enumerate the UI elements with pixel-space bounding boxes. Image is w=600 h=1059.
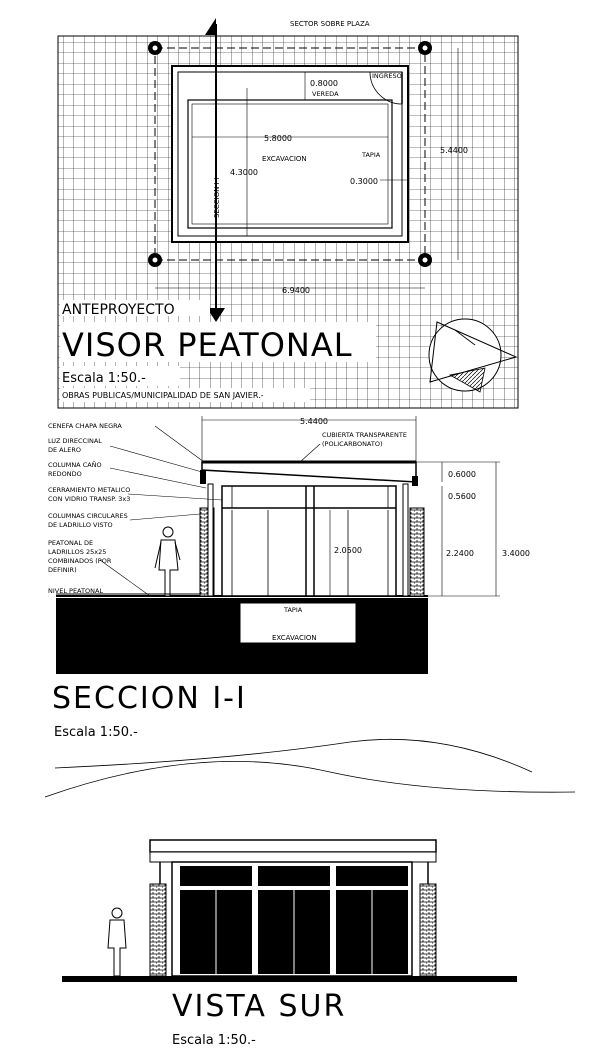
note-ladrillos: LADRILLOS 25x25: [48, 548, 107, 556]
depth-inner-dim: 4.3000: [230, 168, 258, 177]
project-subtitle: ANTEPROYECTO: [62, 302, 175, 318]
dim-06: 0.6000: [448, 470, 476, 479]
roof-note-2: (POLICARBONATO): [322, 440, 383, 448]
section-scale: Escala 1:50.-: [54, 725, 138, 740]
section-top-dim: 5.4400: [300, 417, 328, 426]
section-excavacion: EXCAVACION: [272, 634, 317, 642]
section-title: SECCION I-I: [52, 681, 247, 716]
note-cenefa: CENEFA CHAPA NEGRA: [48, 422, 122, 430]
tapia-dim: 0.3000: [350, 177, 378, 186]
note-columna-cano: COLUMNA CAÑO: [48, 461, 102, 469]
width-inner-dim: 5.8000: [264, 134, 292, 143]
roof-profile: [202, 462, 416, 482]
person-figure-icon: [108, 908, 126, 976]
section-tapia: TAPIA: [284, 606, 303, 614]
excavacion-label: EXCAVACION: [262, 155, 307, 163]
separator-curves: [45, 739, 575, 797]
section-vereda: VEREDA: [368, 598, 395, 606]
note-definir: DEFINIR): [48, 566, 77, 574]
plan-scale: Escala 1:50.-: [62, 371, 146, 386]
dim-205: 2.0500: [334, 546, 362, 555]
ingreso-label: INGRESO: [372, 72, 402, 80]
pipe-column: [403, 484, 408, 596]
elevation-ground: [62, 976, 517, 982]
pipe-column: [208, 484, 213, 596]
office-label: OBRAS PUBLICAS/MUNICIPALIDAD DE SAN JAVIER.-: [62, 391, 264, 400]
dim-224: 2.2400: [446, 549, 474, 558]
section-marker: SECCION I-I: [213, 177, 221, 218]
note-columnas: COLUMNAS CIRCULARES: [48, 512, 128, 520]
brick-column: [410, 508, 424, 596]
elevation-roof: [150, 840, 436, 852]
note-vidrio: CON VIDRIO TRANSP. 3x3: [48, 495, 131, 503]
elevation-labels: [172, 989, 346, 1048]
dim-34: 3.4000: [502, 549, 530, 558]
depth-total-dim: 5.4400: [440, 146, 468, 155]
dim-056: 0.5600: [448, 492, 476, 501]
note-nivel: NIVEL PEATONAL: [48, 587, 104, 595]
sector-label: SECTOR SOBRE PLAZA: [290, 20, 370, 28]
note-combinados: COMBINADOS (POR: [48, 557, 112, 565]
vereda-dim: 0.8000: [310, 79, 338, 88]
tapia-label: TAPIA: [362, 151, 381, 159]
elevation-title: VISTA SUR: [172, 989, 347, 1024]
person-figure-icon: [155, 527, 180, 596]
elevation-scale: Escala 1:50.-: [172, 1033, 256, 1048]
brick-column: [420, 884, 436, 976]
note-peatonal: PEATONAL DE: [48, 539, 94, 547]
project-title: VISOR PEATONAL: [62, 326, 353, 364]
note-redondo: REDONDO: [48, 470, 82, 478]
width-total-dim: 6.9400: [282, 286, 310, 295]
roof-note-1: CUBIERTA TRANSPARENTE: [322, 431, 407, 439]
vereda-label: VEREDA: [312, 90, 339, 98]
note-luz: LUZ DIRECCINAL: [48, 437, 102, 445]
glass-enclosure: [222, 486, 396, 596]
note-alero: DE ALERO: [48, 446, 81, 454]
south-elevation: [62, 840, 517, 982]
brick-column: [150, 884, 166, 976]
note-ladrillo: DE LADRILLO VISTO: [48, 521, 113, 529]
note-cerramiento: CERRAMIENTO METALICO: [48, 486, 131, 494]
